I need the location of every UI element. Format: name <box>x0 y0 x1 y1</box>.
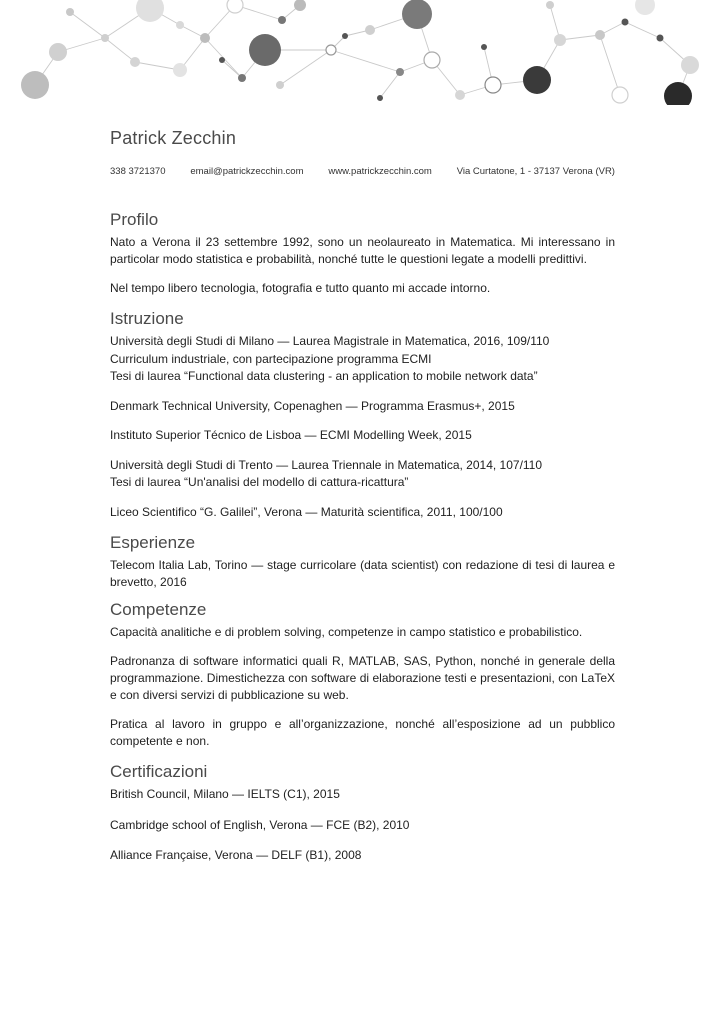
education-line: Denmark Technical University, Copenaghen — Programma Erasmus+, 2015 <box>110 398 515 413</box>
network-banner-graphic <box>0 0 725 105</box>
education-entry <box>110 427 615 445</box>
profilo-paragraph: Nato a Verona il 23 settembre 1992, sono un neolaureato in Matematica. Mi interessano in particolar modo statistica e probabilità, nonché tutte le questioni legate a modelli predittivi. <box>110 235 615 266</box>
certification-entry: British Council, Milano — IELTS (C1), 2015 <box>110 787 340 801</box>
email-link[interactable]: email@patrickzecchin.com <box>190 166 304 177</box>
contact-info <box>110 166 615 177</box>
section-title-certificazioni: Certificazioni <box>110 762 208 781</box>
skills-paragraph: Pratica al lavoro in gruppo e all’organizzazione, nonché all’esposizione ad un pubblico competente e non. <box>110 717 615 748</box>
section-title-esperienze: Esperienze <box>110 533 196 552</box>
website-link[interactable]: www.patrickzecchin.com <box>328 166 432 177</box>
section-esperienze <box>110 533 615 591</box>
address: Via Curtatone, 1 - 37137 Verona (VR) <box>456 166 615 177</box>
education-entry <box>110 333 615 386</box>
education-line: Università degli Studi di Trento — Laurea Triennale in Matematica, 2014, 107/110 <box>110 457 543 472</box>
experience-paragraph: Telecom Italia Lab, Torino — stage curricolare (data scientist) con redazione di tesi di laurea e brevetto, 2016 <box>110 558 615 589</box>
education-line: Instituto Superior Técnico de Lisboa — ECMI Modelling Week, 2015 <box>110 428 472 442</box>
certification-entry: Cambridge school of English, Verona — FCE (B2), 2010 <box>110 817 410 832</box>
section-istruzione <box>110 309 615 521</box>
education-entry <box>110 398 615 416</box>
education-line: Liceo Scientifico “G. Galilei”, Verona — Maturità scientifica, 2011, 100/100 <box>110 504 503 519</box>
section-competenze <box>110 600 615 750</box>
education-entry <box>110 457 615 492</box>
education-line: Tesi di laurea “Un'analisi del modello di cattura-ricattura” <box>110 475 409 489</box>
section-certificazioni <box>110 762 615 865</box>
person-name: Patrick Zecchin <box>110 128 237 148</box>
education-entry <box>110 504 615 522</box>
section-title-profilo: Profilo <box>110 210 159 229</box>
phone-number: 338 3721370 <box>110 166 166 177</box>
section-title-competenze: Competenze <box>110 600 207 619</box>
profilo-paragraph: Nel tempo libero tecnologia, fotografia e tutto quanto mi accade intorno. <box>110 281 491 295</box>
skills-paragraph: Capacità analitiche e di problem solving, competenze in campo statistico e probabilistico. <box>110 625 583 639</box>
education-line: Tesi di laurea “Functional data clustering - an application to mobile network data” <box>110 369 538 383</box>
resume-content <box>110 128 615 878</box>
education-line: Università degli Studi di Milano — Laurea Magistrale in Matematica, 2016, 109/110 <box>110 334 550 348</box>
skills-paragraph: Padronanza di software informatici quali R, MATLAB, SAS, Python, nonché in generale della programmazione. Dimestichezza con software di elaborazione testi e presentazioni, con LaTeX e con diversi servizi di pubblicazione su web. <box>110 654 615 702</box>
certification-entry: Alliance Française, Verona — DELF (B1), 2008 <box>110 848 362 862</box>
section-profilo <box>110 210 615 297</box>
education-line: Curriculum industriale, con partecipazione programma ECMI <box>110 351 432 366</box>
section-title-istruzione: Istruzione <box>110 309 184 328</box>
